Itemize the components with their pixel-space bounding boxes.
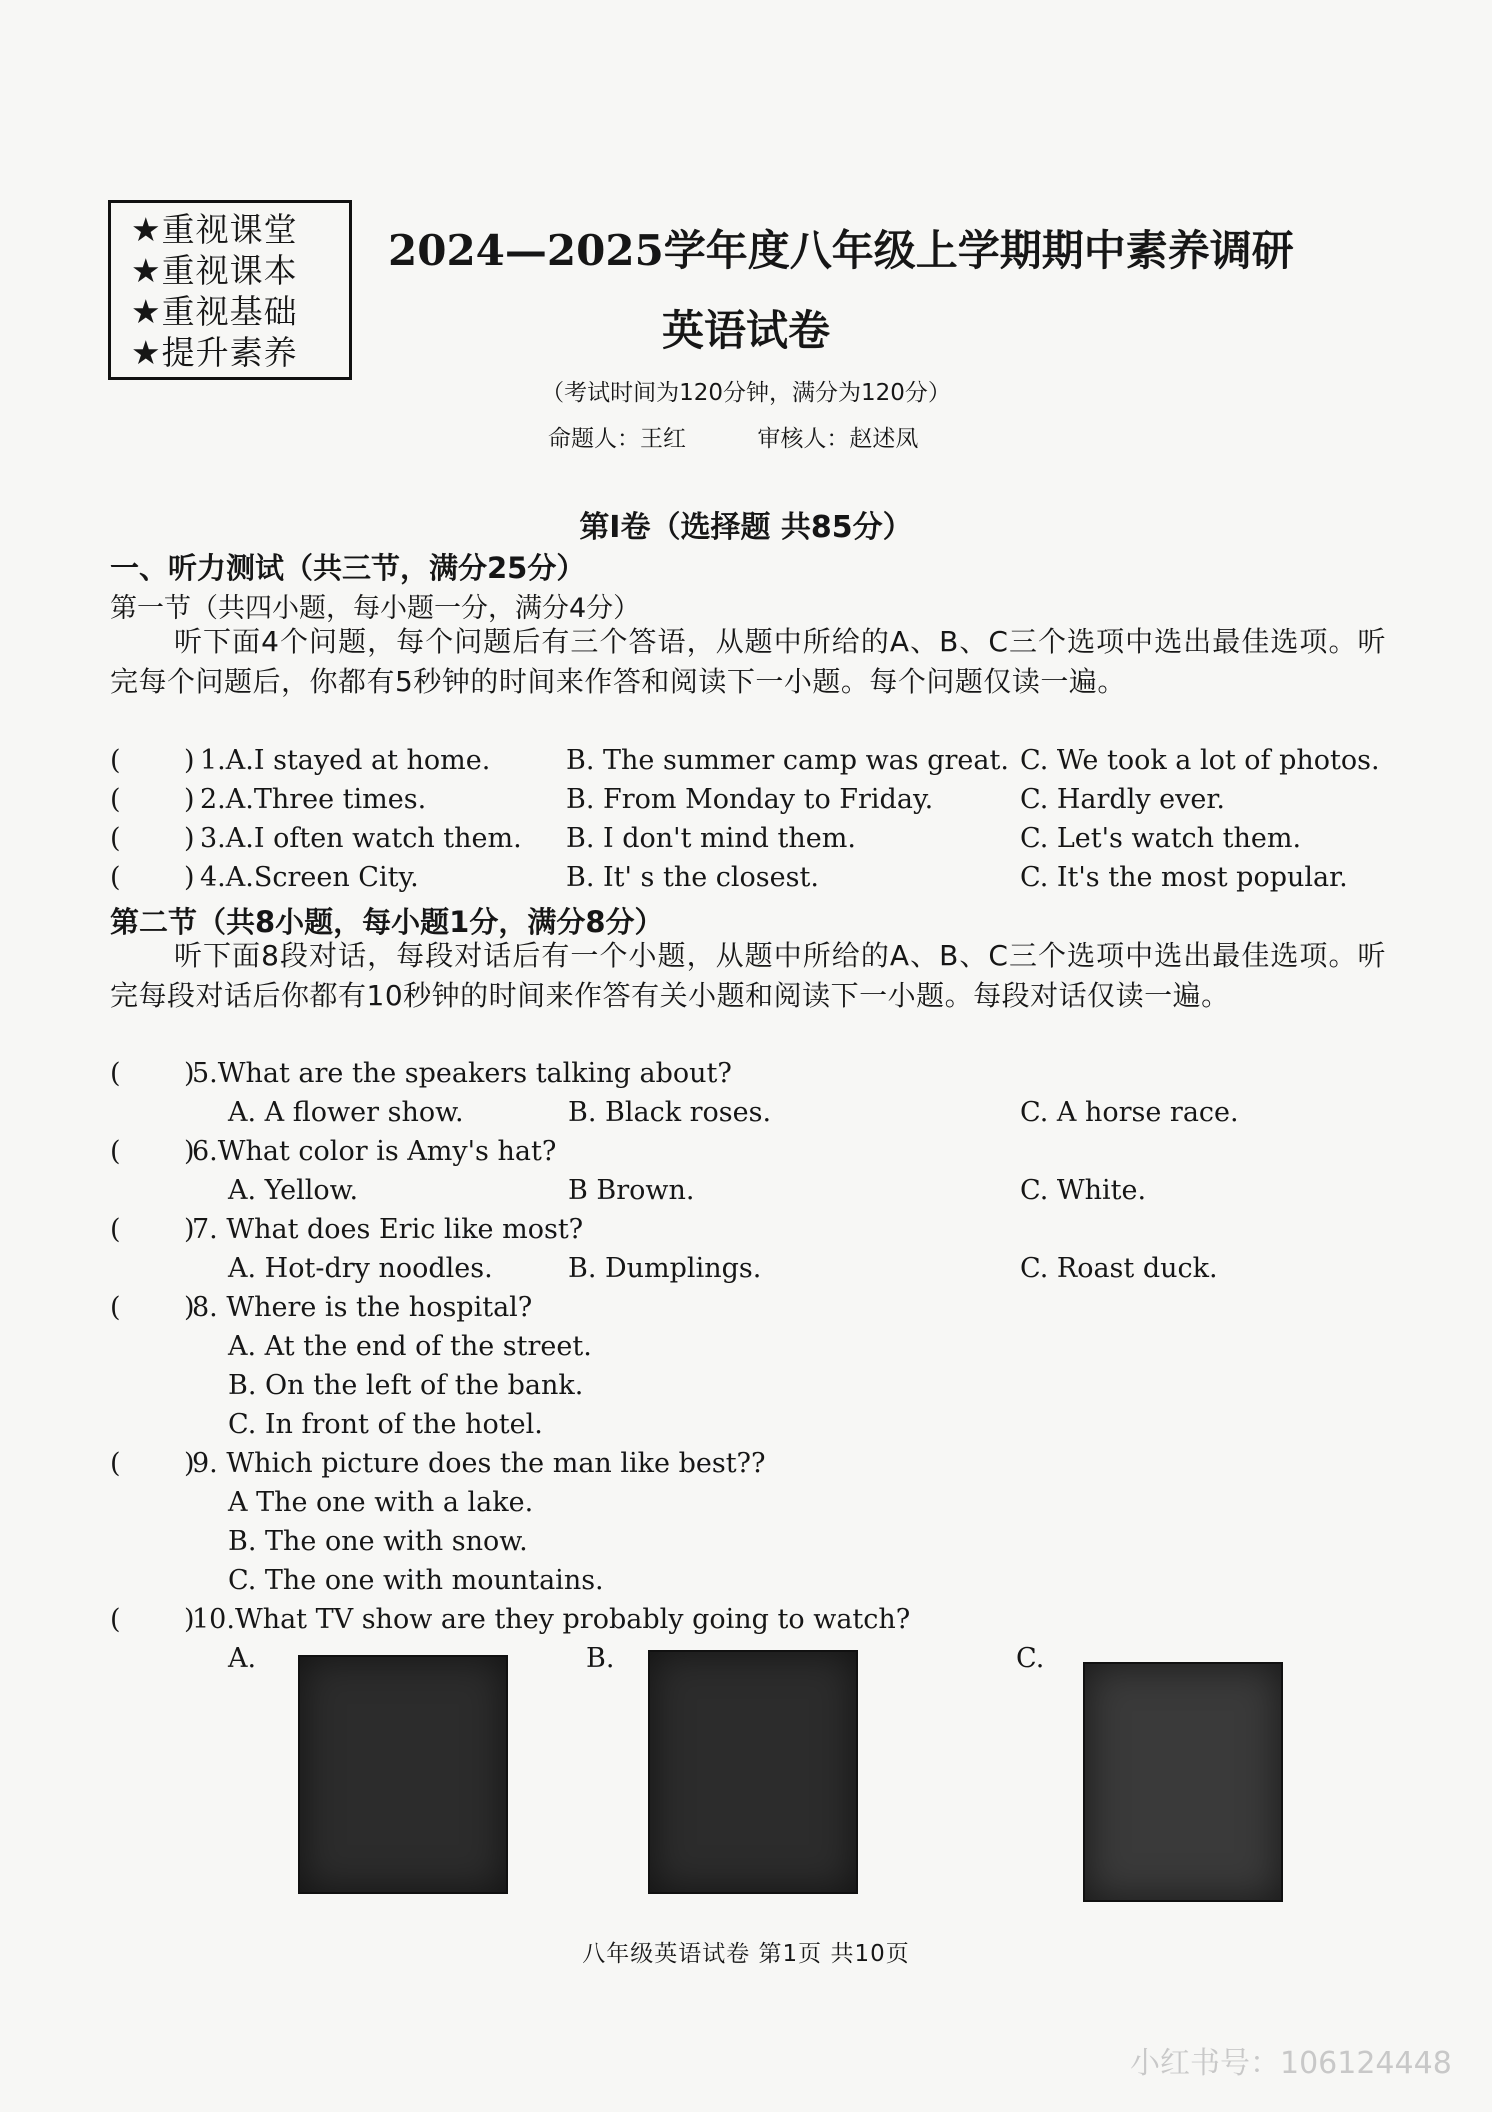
question-text: 1.A.I stayed at home.: [200, 745, 491, 776]
answer-paren-open: (: [110, 1448, 121, 1479]
answer-paren-close: ): [184, 1058, 195, 1089]
answer-paren-open: (: [110, 823, 121, 854]
answer-paren-close: ): [184, 862, 195, 893]
option-b: B. From Monday to Friday.: [566, 784, 934, 815]
answer-paren-close: ): [184, 745, 195, 776]
reviewer: 审核人：赵述凤: [757, 426, 919, 452]
option-a: A. At the end of the street.: [228, 1331, 592, 1362]
author: 命题人：王红: [548, 426, 686, 452]
question-row: [110, 1292, 1410, 1330]
exam-info: （考试时间为120分钟，满分为120分）: [541, 380, 951, 406]
tv-show-picture-c: [1083, 1662, 1283, 1902]
option-row: [110, 1526, 1410, 1564]
option-a: A. Hot-dry noodles.: [228, 1253, 493, 1284]
section2-heading: 第二节（共8小题，每小题1分，满分8分）: [110, 905, 664, 939]
option-row: [110, 1409, 1410, 1447]
motto-line: ★重视课堂: [131, 210, 298, 249]
option-b: B. I don't mind them.: [566, 823, 856, 854]
option-b: B. Dumplings.: [568, 1253, 762, 1284]
option-c: C. In front of the hotel.: [228, 1409, 543, 1440]
option-c: C. Let's watch them.: [1020, 823, 1302, 854]
question-text: 3.A.I often watch them.: [200, 823, 522, 854]
question-row: [110, 745, 1410, 783]
question-stem: 7. What does Eric like most?: [192, 1214, 584, 1245]
answer-paren-close: ): [184, 1136, 195, 1167]
option-a: A. Yellow.: [228, 1175, 359, 1206]
part1-heading: 一、听力测试（共三节，满分25分）: [110, 551, 586, 585]
motto-line: ★重视课本: [131, 251, 298, 290]
watermark: 小红书号：106124448: [1130, 2046, 1452, 2081]
question-stem: 10.What TV show are they probably going to watch?: [192, 1604, 911, 1635]
answer-paren-open: (: [110, 1136, 121, 1167]
answer-paren-open: (: [110, 1292, 121, 1323]
answer-paren-close: ): [184, 1214, 195, 1245]
motto-line: ★提升素养: [131, 333, 298, 372]
answer-paren-close: ): [184, 1292, 195, 1323]
picture-label-b: B.: [586, 1643, 615, 1674]
option-c: C. We took a lot of photos.: [1020, 745, 1380, 776]
picture-label-a: A.: [228, 1643, 257, 1674]
answer-paren-open: (: [110, 1214, 121, 1245]
question-text: 2.A.Three times.: [200, 784, 427, 815]
option-a: A The one with a lake.: [228, 1487, 534, 1518]
section2-instruction: 听下面8段对话，每段对话后有一个小题，从题中所给的A、B、C三个选项中选出最佳选项。听完每段对话后你都有10秒钟的时间来作答有关小题和阅读下一小题。每段对话仅读一遍。: [110, 939, 1386, 1012]
option-b: B. The summer camp was great.: [566, 745, 1009, 776]
option-b: B. On the left of the bank.: [228, 1370, 584, 1401]
tv-show-picture-b: [648, 1650, 858, 1894]
option-row: [110, 1370, 1410, 1408]
question-stem: 6.What color is Amy's hat?: [192, 1136, 557, 1167]
exam-subtitle: 英语试卷: [661, 306, 830, 355]
answer-paren-open: (: [110, 1604, 121, 1635]
answer-paren-open: (: [110, 862, 121, 893]
option-row: [110, 1331, 1410, 1369]
option-row: [110, 1097, 1410, 1135]
question-row: [110, 823, 1410, 861]
exam-title: 2024—2025学年度八年级上学期期中素养调研: [388, 226, 1294, 275]
option-b: B Brown.: [568, 1175, 695, 1206]
question-text: 4.A.Screen City.: [200, 862, 419, 893]
question-row: [110, 1448, 1410, 1486]
option-c: C. It's the most popular.: [1020, 862, 1348, 893]
answer-paren-open: (: [110, 745, 121, 776]
answer-paren-close: ): [184, 823, 195, 854]
question-stem: 5.What are the speakers talking about?: [192, 1058, 732, 1089]
question-row: [110, 784, 1410, 822]
option-b: B. It' s the closest.: [566, 862, 819, 893]
option-row: [110, 1175, 1410, 1213]
option-c: C. A horse race.: [1020, 1097, 1239, 1128]
option-c: C. Roast duck.: [1020, 1253, 1218, 1284]
volume-title: 第Ⅰ卷（选择题 共85分）: [579, 510, 913, 545]
option-c: C. Hardly ever.: [1020, 784, 1225, 815]
answer-paren-close: ): [184, 784, 195, 815]
answer-paren-close: ): [184, 1448, 195, 1479]
question-row: [110, 1058, 1410, 1096]
option-row: [110, 1253, 1410, 1291]
option-c: C. White.: [1020, 1175, 1147, 1206]
option-row: [110, 1565, 1410, 1603]
question-stem: 8. Where is the hospital?: [192, 1292, 533, 1323]
section1-instruction: 听下面4个问题，每个问题后有三个答语，从题中所给的A、B、C三个选项中选出最佳选项。听完每个问题后，你都有5秒钟的时间来作答和阅读下一小题。每个问题仅读一遍。: [110, 625, 1386, 698]
answer-paren-close: ): [184, 1604, 195, 1635]
picture-label-c: C.: [1016, 1643, 1045, 1674]
authors: [548, 420, 918, 453]
option-b: B. The one with snow.: [228, 1526, 528, 1557]
answer-paren-open: (: [110, 1058, 121, 1089]
question-row: [110, 862, 1410, 900]
question-row: [110, 1136, 1410, 1174]
option-b: B. Black roses.: [568, 1097, 772, 1128]
question-stem: 9. Which picture does the man like best??: [192, 1448, 766, 1479]
question-row: [110, 1214, 1410, 1252]
option-row: [110, 1487, 1410, 1525]
section1-heading: 第一节（共四小题，每小题一分，满分4分）: [110, 593, 641, 624]
option-a: A. A flower show.: [228, 1097, 464, 1128]
question-row: [110, 1604, 1410, 1642]
option-c: C. The one with mountains.: [228, 1565, 604, 1596]
motto-line: ★重视基础: [131, 292, 298, 331]
tv-show-picture-a: [298, 1655, 508, 1894]
page-footer: 八年级英语试卷 第1页 共10页: [582, 1941, 910, 1967]
answer-paren-open: (: [110, 784, 121, 815]
